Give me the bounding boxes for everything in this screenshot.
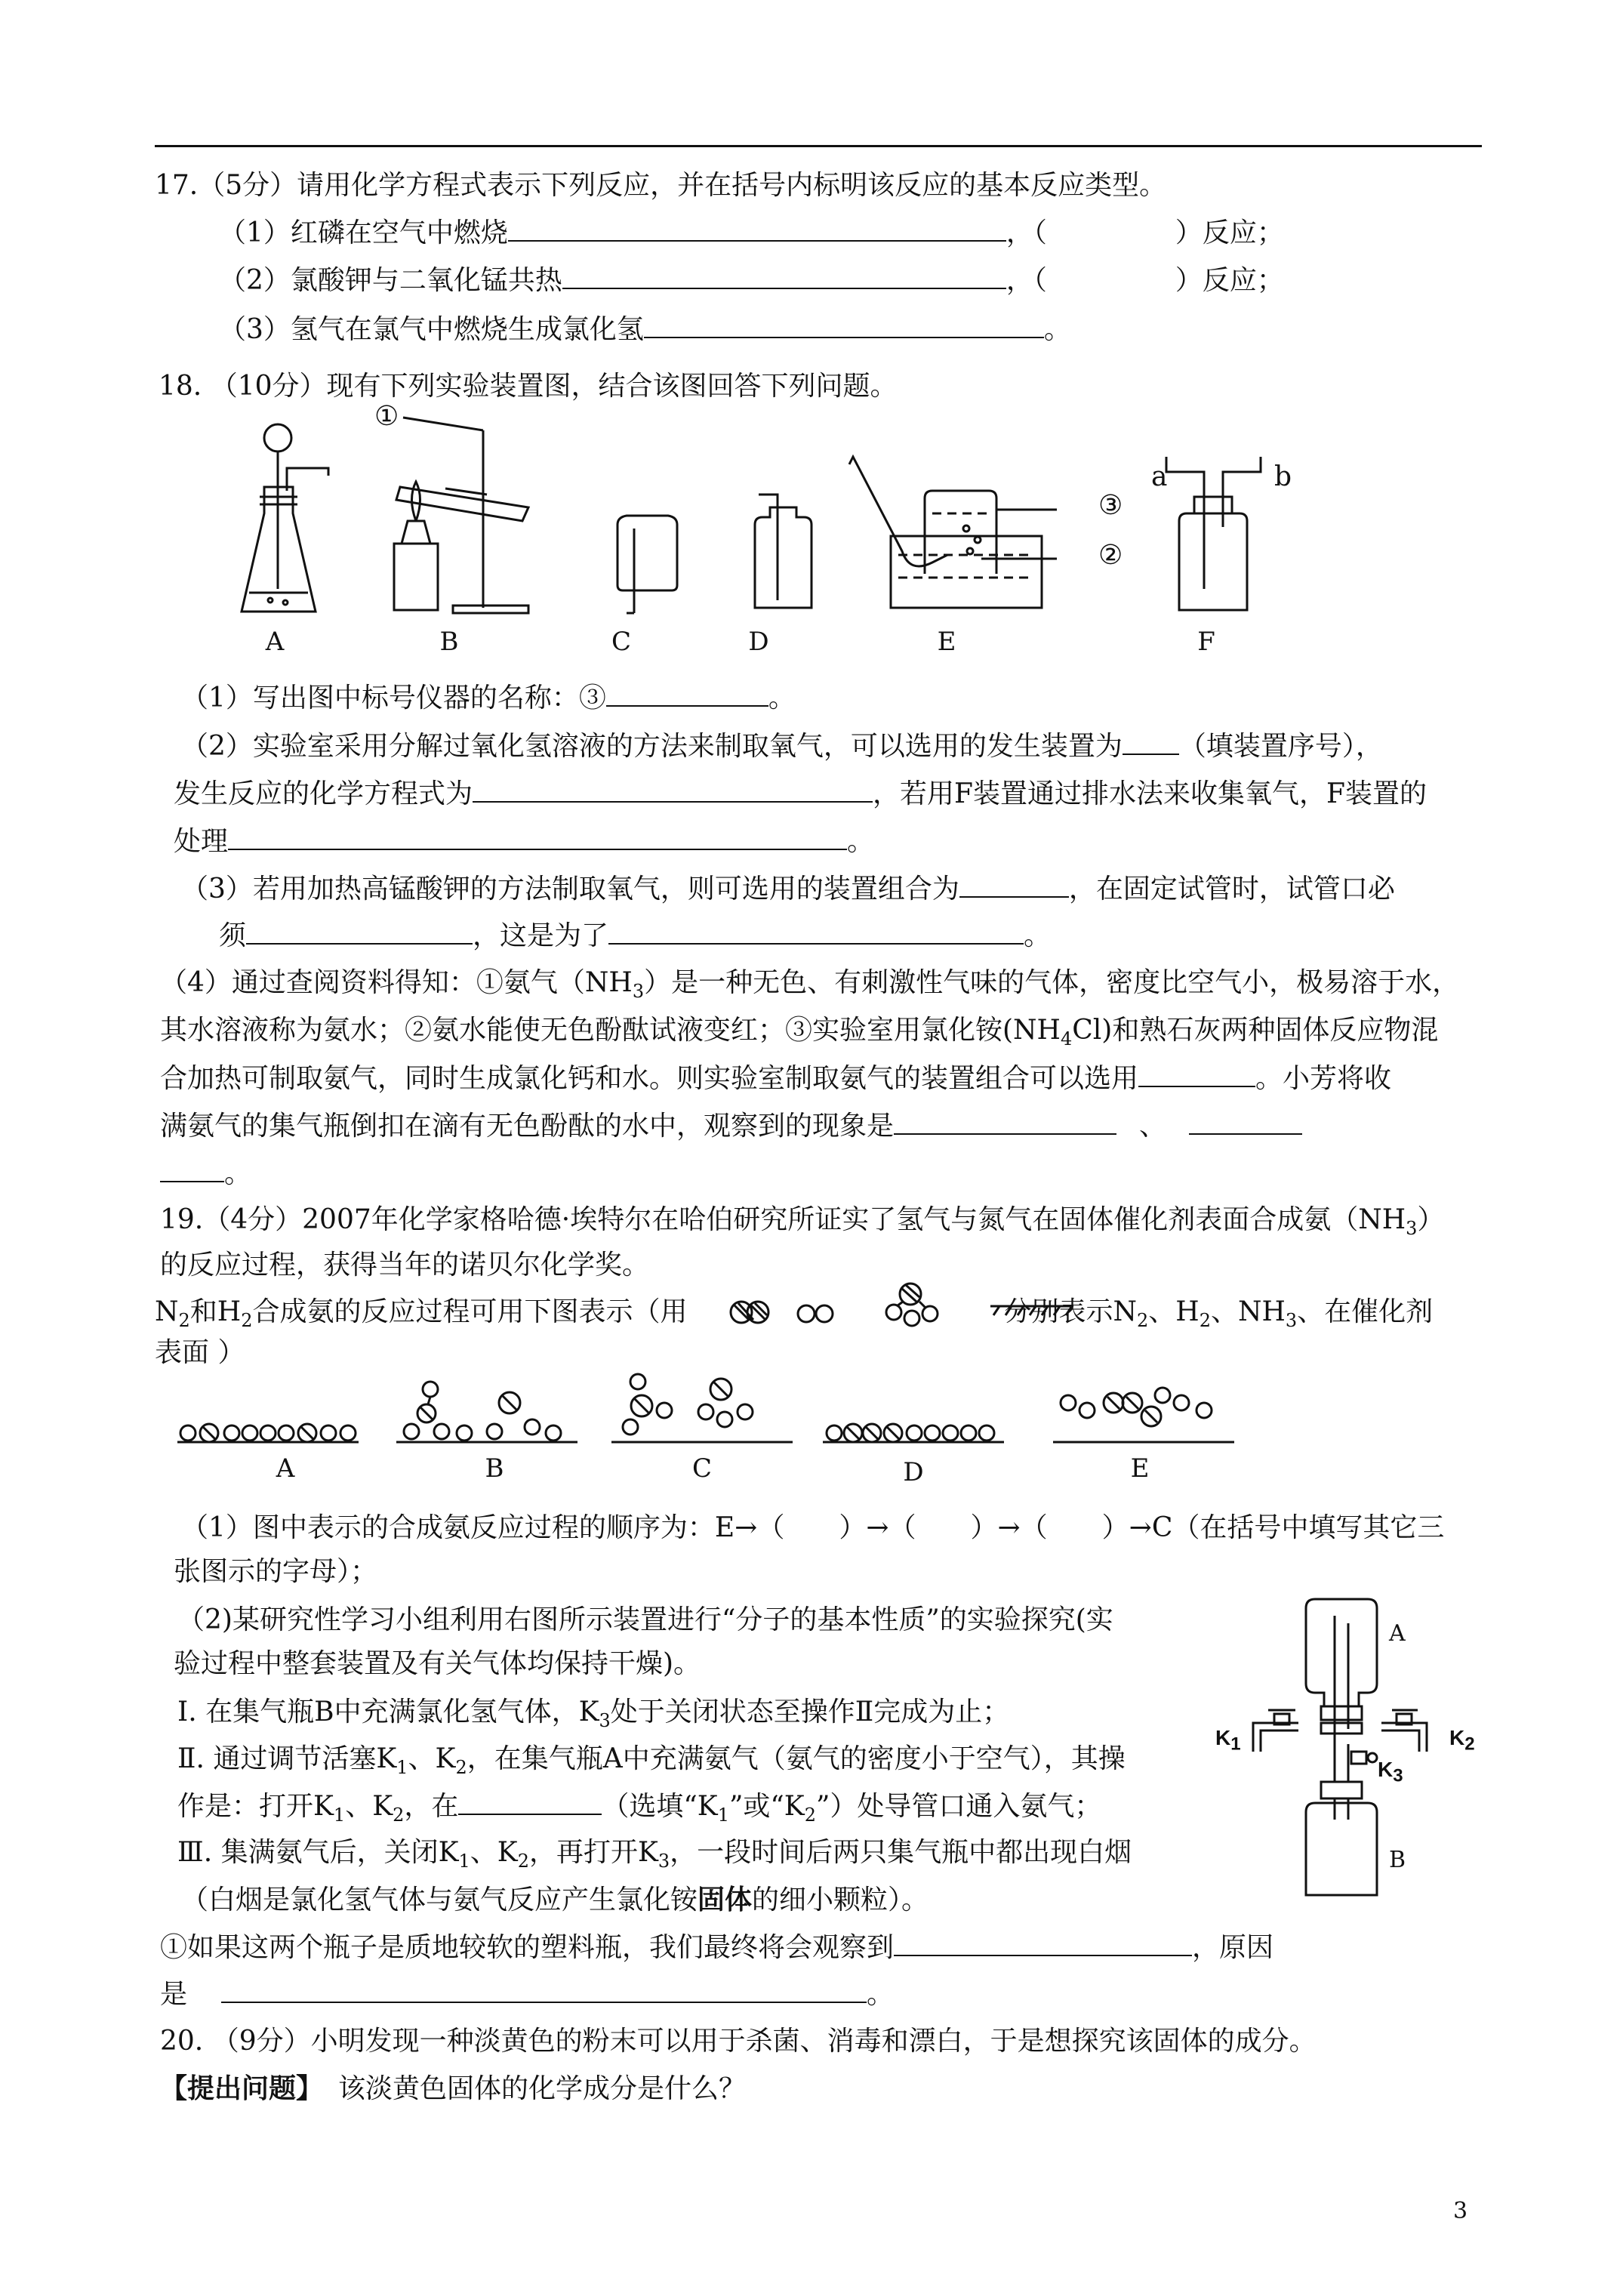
q17-title: 17.（5分）请用化学方程式表示下列反应，并在括号内标明该反应的基本反应类型。	[155, 170, 1167, 201]
q19-part-1-line-2: 张图示的字母）；	[174, 1556, 378, 1587]
label-tube-a: a	[1151, 461, 1168, 492]
h2-molecule-icon	[798, 1305, 833, 1322]
apparatus-label-a: A	[265, 627, 285, 657]
process-panel-c	[611, 1374, 793, 1442]
apparatus-label-a: A	[1389, 1620, 1406, 1647]
apparatus-f-gas-bottle	[1166, 457, 1261, 610]
q20-line-1: 20. （9分）小明发现一种淡黄色的粉末可以用于杀菌、消毒和漂白，于是想探究该固体的成分。	[160, 2026, 1317, 2057]
valve-label-k2: $K_2$	[1449, 1726, 1475, 1755]
answer-blank[interactable]	[959, 871, 1069, 898]
answer-blank[interactable]	[221, 1976, 867, 2003]
answer-blank[interactable]	[246, 917, 473, 945]
q19-line-2: 的反应过程，获得当年的诺贝尔化学奖。	[160, 1250, 650, 1281]
q19-line-3: $N_2$和$H_2$合成氨的反应过程可用下图表示（用 分别表示$N_2$、$H_2$、$NH_3$、在催化剂	[155, 1296, 1434, 1332]
q18-part-4-line-5: 。	[160, 1155, 251, 1192]
label-circled-3: ③	[1098, 490, 1123, 521]
q19-part-1-line-1: （1）图中表示的合成氨反应过程的顺序为：E→（ ）→（ ）→（ ）→C（在括号中填写其它三	[181, 1512, 1445, 1543]
answer-blank[interactable]	[228, 823, 847, 850]
process-label-c: C	[691, 1453, 712, 1484]
valve-k2-icon	[1381, 1710, 1427, 1752]
q19-conclusion-line-2: 是 。	[160, 1976, 894, 2013]
q18-part-2-line-2: 发生反应的化学方程式为 ，若用F装置通过排水法来收集氧气，F装置的	[174, 775, 1427, 812]
valve-label-k1: $K_1$	[1215, 1726, 1241, 1755]
synthesis-process-diagram	[177, 1367, 1264, 1457]
answer-blank[interactable]	[606, 680, 768, 707]
header-rule	[155, 145, 1482, 147]
label-tube-b: b	[1274, 461, 1292, 492]
q18-part-2-line-3: 处理 。	[174, 823, 874, 860]
q19-step-3-line-2: （白烟是氯化氢气体与氨气反应产生氯化铵固体的细小颗粒）。	[181, 1884, 929, 1915]
q18-part-4-line-2: 其水溶液称为氨水；②氨水能使无色酚酞试液变红；③实验室用氯化铵$(NH_4Cl)$和熟石灰两种固体反应物混	[160, 1015, 1439, 1050]
answer-blank[interactable]	[473, 775, 873, 803]
apparatus-label-f: F	[1197, 627, 1215, 657]
legend-symbols	[725, 1276, 1079, 1336]
valve-k1-icon	[1253, 1710, 1298, 1752]
q17-item-2: （2）氯酸钾与二氧化锰共热 ，（ ）反应；	[219, 262, 1284, 299]
q19-line-4: 表面 ）	[155, 1337, 245, 1368]
q19-line-1: 19.（4分）2007年化学家格哈德·埃特尔在哈伯研究所证实了氢气与氮气在固体催化剂表面合成氨$(NH_3)$	[160, 1204, 1445, 1240]
diffusion-apparatus	[1208, 1593, 1480, 1910]
apparatus-label-e: E	[937, 627, 956, 657]
process-panel-b	[396, 1382, 577, 1442]
bottle-b	[1306, 1782, 1377, 1895]
catalyst-surface-icon	[990, 1306, 1073, 1315]
answer-blank[interactable]	[608, 917, 1024, 945]
process-label-a: A	[276, 1453, 295, 1484]
q18-part-2-line-1: （2）实验室采用分解过氧化氢溶液的方法来制取氧气，可以选用的发生装置为 （填装置序号），	[181, 728, 1383, 765]
q18-part-4-line-1: （4）通过查阅资料得知：①氨气$(NH_3)$是一种无色、有刺激性气味的气体，密度比空气小，极易溶于水，	[160, 967, 1460, 1003]
q19-step-2-line-2: 作是：打开$K_1$、$K_2$，在 （选填“$K_1$”或“$K_2$”）处导管口通入氨气；	[177, 1788, 1101, 1825]
q19-part-2-line-2: 验过程中整套装置及有关气体均保持干燥)。	[174, 1648, 701, 1679]
process-panel-e	[1053, 1388, 1234, 1442]
q18-part-4-line-3: 合加热可制取氨气，同时生成氯化钙和水。则实验室制取氨气的装置组合可以选用 。小芳将收	[160, 1060, 1391, 1097]
label-1-pointer	[403, 418, 483, 430]
apparatus-label-b: B	[439, 627, 459, 657]
q19-step-1: Ⅰ. 在集气瓶B中充满氯化氢气体，$K_3$处于关闭状态至操作Ⅱ完成为止；	[177, 1697, 1010, 1732]
answer-blank[interactable]	[458, 1788, 602, 1815]
n2-molecule-icon	[731, 1302, 768, 1323]
apparatus-label-d: D	[748, 627, 769, 657]
apparatus-b-heating-tube	[394, 430, 528, 613]
answer-blank[interactable]	[894, 1108, 1116, 1135]
q18-part-3-line-1: （3）若用加热高锰酸钾的方法制取氧气，则可选用的装置组合为 ，在固定试管时，试管口必	[181, 871, 1395, 908]
apparatus-c-bottle	[617, 516, 677, 613]
q19-step-2-line-1: Ⅱ. 通过调节活塞$K_1$、$K_2$，在集气瓶A中充满氨气（氨气的密度小于空气），其操	[177, 1743, 1126, 1779]
apparatus-d-gas-jar	[755, 495, 812, 608]
process-label-e: E	[1130, 1453, 1150, 1484]
apparatus-label-b: B	[1389, 1847, 1406, 1873]
answer-blank[interactable]	[1138, 1060, 1255, 1087]
apparatus-a-conical-flask	[242, 424, 328, 612]
q19-part-2-line-1: （2)某研究性学习小组利用右图所示装置进行“分子的基本性质”的实验探究(实	[177, 1604, 1113, 1635]
label-circled-1: ①	[374, 401, 399, 432]
q20-line-2: 【提出问题】 该淡黄色固体的化学成分是什么？	[160, 2073, 747, 2104]
apparatus-e-water-trough	[849, 457, 1057, 608]
valve-label-k3: $K_3$	[1378, 1758, 1403, 1786]
bottle-a-inverted	[1306, 1599, 1377, 1744]
q18-part-3-line-2: 须 ，这是为了 。	[219, 917, 1051, 954]
process-panel-d	[823, 1424, 1004, 1442]
answer-blank[interactable]	[1123, 728, 1179, 755]
process-label-d: D	[903, 1457, 924, 1487]
answer-blank[interactable]	[644, 311, 1044, 338]
q18-part-1: （1）写出图中标号仪器的名称：③ 。	[181, 680, 796, 717]
process-label-b: B	[485, 1453, 504, 1484]
page-number: 3	[1453, 2198, 1468, 2224]
q19-conclusion-line-1: ①如果这两个瓶子是质地较软的塑料瓶，我们最终将会观察到 ，原因	[160, 1929, 1273, 1966]
process-panel-a	[177, 1424, 359, 1442]
q18-part-4-line-4: 满氨气的集气瓶倒扣在滴有无色酚酞的水中，观察到的现象是 、	[160, 1108, 1302, 1145]
answer-blank[interactable]	[562, 262, 1006, 289]
q18-title: 18. （10分）现有下列实验装置图，结合该图回答下列问题。	[159, 371, 898, 402]
answer-blank[interactable]	[1189, 1108, 1302, 1135]
answer-blank[interactable]	[160, 1155, 224, 1182]
lab-apparatus-diagram	[226, 415, 1283, 627]
q17-item-3: （3）氢气在氯气中燃烧生成氯化氢 。	[219, 311, 1071, 348]
q17-item-1: （1）红磷在空气中燃烧 ，（ ）反应；	[219, 214, 1284, 251]
nh3-molecule-icon	[886, 1284, 938, 1326]
label-circled-2: ②	[1098, 540, 1123, 571]
apparatus-label-c: C	[611, 627, 631, 657]
answer-blank[interactable]	[894, 1929, 1192, 1956]
answer-blank[interactable]	[508, 214, 1006, 242]
valve-k3-icon	[1335, 1744, 1377, 1782]
q19-step-3-line-1: Ⅲ. 集满氨气后，关闭$K_1$、$K_2$，再打开$K_3$，一段时间后两只集气瓶中都出现白烟	[177, 1837, 1132, 1872]
